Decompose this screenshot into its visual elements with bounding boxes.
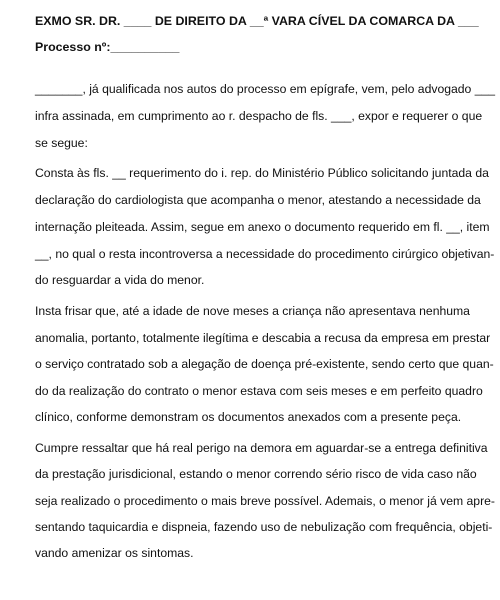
paragraph-line: anomalia, portanto, totalmente ilegítima e descabia a recusa da empresa em prestar xyxy=(35,331,491,345)
paragraph-line: declaração do cardiologista que acompanha o menor, atestando a necessidade da xyxy=(35,193,481,207)
process-number-heading: Processo nº:__________ xyxy=(35,40,180,54)
paragraph-line: da prestação jurisdicional, estando o menor correndo sério risco de vida caso não xyxy=(35,467,477,481)
paragraph-line: infra assinada, em cumprimento ao r. despacho de fls. ___, expor e requerer o que xyxy=(35,109,483,123)
paragraph-line: Consta às fls. __ requerimento do i. rep. do Ministério Público solicitando juntada da xyxy=(35,166,489,180)
paragraph-line: clínico, conforme demonstram os documentos anexados com a presente peça. xyxy=(35,410,462,424)
paragraph-line: do da realização do contrato o menor estava com seis meses e em perfeito quadro xyxy=(35,384,483,398)
paragraph-line: se segue: xyxy=(35,136,88,150)
paragraph-line: vando amenizar os sintomas. xyxy=(35,546,194,560)
paragraph-line: Cumpre ressaltar que há real perigo na demora em aguardar-se a entrega definitiva xyxy=(35,441,488,455)
paragraph-line: sentando taquicardia e dispneia, fazendo uso de nebulização com frequência, objeti- xyxy=(35,520,493,534)
paragraph-line: internação pleiteada. Assim, segue em anexo o documento requerido em fl. __, item xyxy=(35,220,490,234)
paragraph-line: o serviço contratado sob a alegação de doença pré-existente, sendo certo que quan- xyxy=(35,357,494,371)
paragraph-line: do resguardar a vida do menor. xyxy=(35,273,205,287)
court-address-heading: EXMO SR. DR. ____ DE DIREITO DA __ª VARA CÍVEL DA COMARCA DA ___ xyxy=(35,14,479,28)
paragraph-line: _______, já qualificada nos autos do processo em epígrafe, vem, pelo advogado ___ xyxy=(35,82,496,96)
paragraph-line: __, no qual o resta incontroversa a necessidade do procedimento cirúrgico objetivan- xyxy=(35,247,495,261)
paragraph-line: seja realizado o procedimento o mais breve possível. Ademais, o menor já vem apre- xyxy=(35,494,495,508)
paragraph-line: Insta frisar que, até a idade de nove meses a criança não apresentava nenhuma xyxy=(35,304,470,318)
